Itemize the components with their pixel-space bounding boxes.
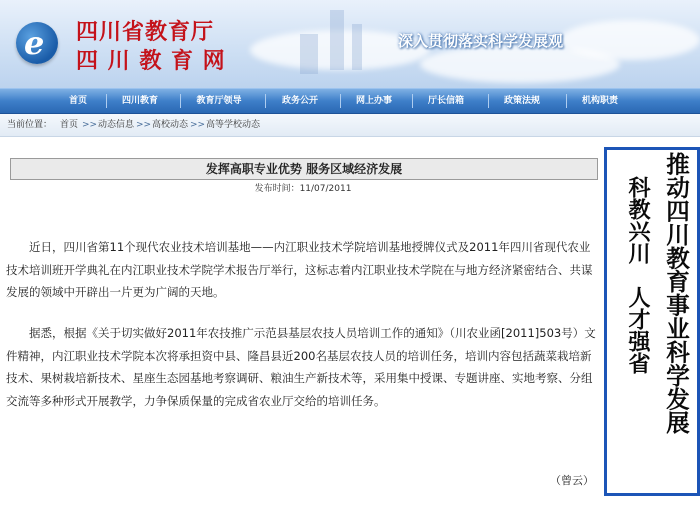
nav-item-policies[interactable]: 政策法规 bbox=[503, 96, 540, 106]
banner-building bbox=[330, 10, 344, 70]
breadcrumb-separator: >> bbox=[190, 120, 206, 130]
nav-separator bbox=[265, 94, 266, 108]
site-logo-icon[interactable] bbox=[16, 22, 58, 64]
banner-building bbox=[300, 34, 318, 74]
article-publish-date: 发布时间：11/07/2011 bbox=[254, 184, 352, 194]
article-paragraph-1: 近日，四川省第11个现代农业技术培训基地——内江职业技术学院培训基地授牌仪式及2011年四川省现代农业技术培训班开学典礼在内江职业技术学院学术报告厅举行，这标志着内江职业技术学院在与地方经济紧密结合、共谋发展的领域中开辟出一片更为广阔的天地。 bbox=[6, 240, 593, 299]
nav-separator bbox=[180, 94, 181, 108]
nav-item-online-services[interactable]: 网上办事 bbox=[355, 96, 392, 106]
breadcrumb-separator: >> bbox=[82, 120, 98, 130]
site-name-line1: 四川省教育厅 bbox=[76, 20, 215, 45]
breadcrumb bbox=[0, 114, 700, 137]
banner-building bbox=[352, 24, 362, 70]
site-name-line2: 四 川 教 育 网 bbox=[76, 49, 226, 74]
nav-separator bbox=[488, 94, 489, 108]
breadcrumb-current: 高等学校动态 bbox=[206, 120, 261, 130]
article-title: 发挥高职专业优势 服务区域经济发展 bbox=[10, 158, 598, 180]
nav-separator bbox=[106, 94, 107, 108]
article-author: （曾云） bbox=[550, 474, 594, 487]
nav-item-institution-duties[interactable]: 机构职责 bbox=[581, 96, 618, 106]
nav-item-sichuan-education[interactable]: 四川教育 bbox=[121, 96, 158, 106]
promo-poster-panel bbox=[607, 150, 697, 493]
poster-slogan-line1: 推动四川教育事业科学发展 bbox=[662, 152, 690, 434]
logo-letter: e bbox=[24, 24, 45, 62]
nav-item-department-leaders[interactable]: 教育厅领导 bbox=[196, 96, 242, 106]
breadcrumb-label: 当前位置： bbox=[7, 120, 53, 130]
nav-separator bbox=[566, 94, 567, 108]
article-paragraph-2: 据悉，根据《关于切实做好2011年农技推广示范县基层农技人员培训工作的通知》（川农业函[2011]503号）文件精神，内江职业技术学院本次将承担资中县、隆昌县近200名基层农技人员的培训任务，培训内容包括蔬菜栽培新技术、果树栽培新技术、星座生态园基地考察调研、粮油生产新技术等，采用集中授课、专题讲座、实地考察、分组交流等多种形式开展教学，力争保质保量的完成省农业厅交给的培训任务。 bbox=[6, 326, 596, 408]
breadcrumb-news[interactable]: 动态信息 bbox=[98, 120, 135, 130]
breadcrumb-college-news[interactable]: 高校动态 bbox=[152, 120, 189, 130]
banner-slogan: 深入贯彻落实科学发展观 bbox=[398, 32, 564, 50]
header-banner bbox=[0, 0, 700, 88]
nav-item-government-affairs[interactable]: 政务公开 bbox=[281, 96, 318, 106]
nav-separator bbox=[412, 94, 413, 108]
breadcrumb-home[interactable]: 首页 bbox=[60, 120, 79, 130]
nav-separator bbox=[340, 94, 341, 108]
site-name[interactable] bbox=[76, 18, 226, 76]
promo-poster[interactable] bbox=[604, 147, 700, 496]
nav-item-director-mailbox[interactable]: 厅长信箱 bbox=[427, 96, 464, 106]
nav-item-home[interactable]: 首页 bbox=[68, 96, 87, 106]
poster-slogan-line2: 科教兴川 人才强省 bbox=[625, 176, 650, 374]
main-nav bbox=[0, 88, 700, 114]
breadcrumb-separator: >> bbox=[136, 120, 152, 130]
banner-cloud bbox=[560, 20, 700, 60]
